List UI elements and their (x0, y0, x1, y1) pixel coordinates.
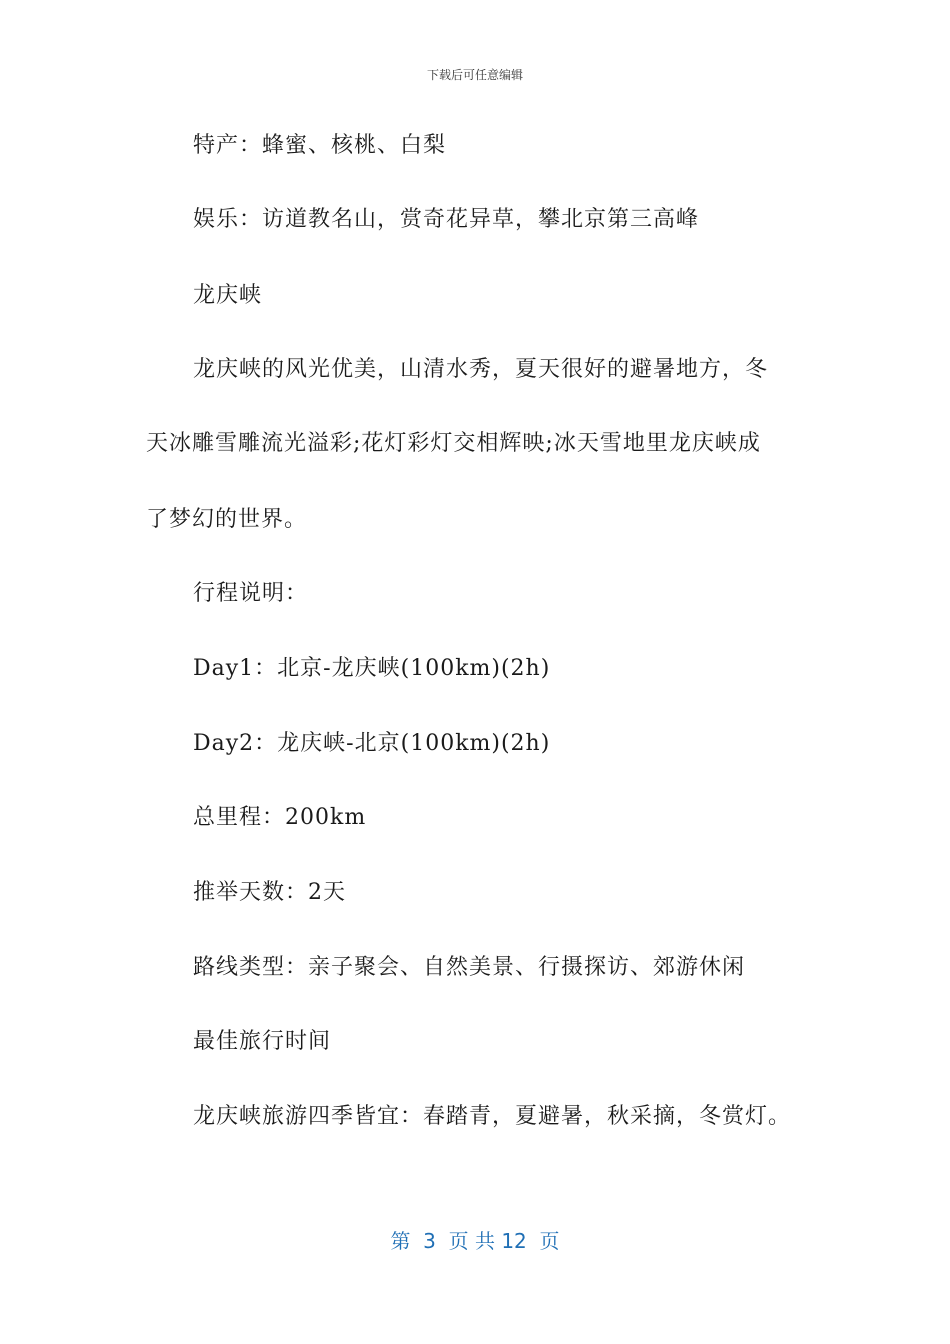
total-distance: 总里程：200km (193, 805, 367, 830)
page-header: 下载后可任意编辑 (426, 68, 523, 82)
route-type: 路线类型：亲子聚会、自然美景、行摄探访、郊游休闲 (193, 955, 746, 980)
itinerary-day1: Day1：北京-龙庆峡(100km)(2h) (193, 656, 551, 681)
itinerary-day2: Day2：龙庆峡-北京(100km)(2h) (193, 731, 551, 756)
page-footer: 第 3 页 共 12 页 (390, 1229, 560, 1253)
best-travel-time-heading: 最佳旅行时间 (193, 1029, 332, 1054)
paragraph-line-1: 龙庆峡的风光优美，山清水秀，夏天很好的避暑地方，冬 (193, 357, 769, 382)
paragraph-line-2: 天冰雕雪雕流光溢彩;花灯彩灯交相辉映;冰天雪地里龙庆峡成 (146, 431, 761, 456)
best-travel-time-text: 龙庆峡旅游四季皆宜：春踏青，夏避暑，秋采摘，冬赏灯。 (193, 1104, 792, 1129)
itinerary-heading: 行程说明： (193, 581, 309, 606)
specialty-line: 特产：蜂蜜、核桃、白梨 (193, 133, 447, 158)
section-title-longqingxia: 龙庆峡 (193, 283, 263, 308)
entertainment-line: 娱乐：访道教名山，赏奇花异草，攀北京第三高峰 (193, 207, 700, 232)
recommended-days: 推举天数：2天 (193, 880, 346, 905)
paragraph-line-3: 了梦幻的世界。 (146, 507, 308, 532)
